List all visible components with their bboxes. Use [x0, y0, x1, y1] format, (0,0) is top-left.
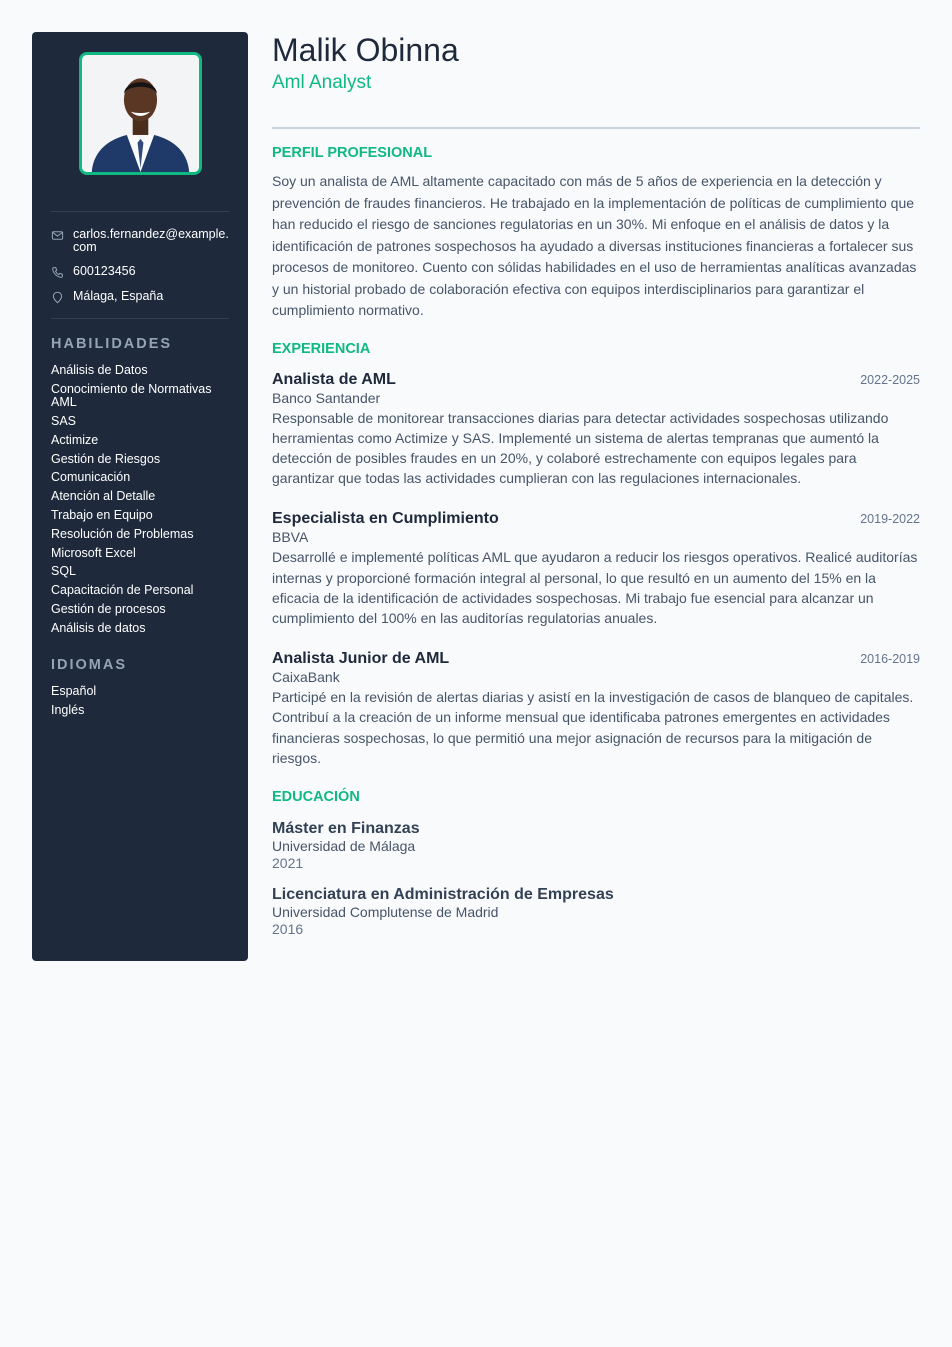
degree-title: Licenciatura en Administración de Empresas [272, 885, 614, 903]
skill-item: SQL [51, 564, 77, 579]
job-title-header: Aml Analyst [272, 72, 372, 93]
contact-email [51, 228, 229, 254]
job-description: Desarrollé e implementé políticas AML que ayudaron a reducir los riesgos operativos. Realicé auditorías internas y proporcioné formación integral al personal, lo que resultó en un aumento del 15% en la eficacia de la identificación de actividades sospechosas. Mi trabajo fue esencial para alcanzar un cumplimiento del 100% en las auditorías regulatorias anuales. [272, 549, 918, 626]
skill-item: Resolución de Problemas [51, 526, 194, 541]
skill-item: Actimize [51, 432, 99, 447]
languages-section [51, 657, 229, 717]
phone-text[interactable]: 600123456 [73, 264, 136, 278]
sidebar-divider [51, 318, 229, 319]
job-title: Especialista en Cumplimiento [272, 510, 499, 528]
job-company: BBVA [272, 529, 309, 546]
degree-title: Máster en Finanzas [272, 819, 420, 837]
skill-item: Trabajo en Equipo [51, 508, 153, 523]
skill-item: Análisis de datos [51, 620, 146, 635]
skill-item: Conocimiento de Normativas AML [51, 381, 212, 410]
language-item: Inglés [51, 703, 85, 718]
job-title: Analista Junior de AML [272, 650, 450, 668]
skill-item: Análisis de Datos [51, 363, 148, 377]
avatar [82, 55, 199, 172]
job-description: Participé en la revisión de alertas diarias y asistí en la investigación de casos de blanqueo de capitales. Contribuí a la creación de un informe mensual que identificaba patrones emergentes en actividades financieras sospechosas, lo que permitió una mejor asignación de recursos para la mitigación de riesgos. [272, 689, 914, 766]
phone-icon [51, 266, 64, 279]
profile-heading: PERFIL PROFESIONAL [272, 145, 433, 161]
main-content [272, 32, 920, 937]
school-name: Universidad Complutense de Madrid [272, 903, 499, 920]
job-company: Banco Santander [272, 389, 381, 406]
job-dates: 2016-2019 [860, 652, 920, 667]
profile-text: Soy un analista de AML altamente capacitado con más de 5 años de experiencia en la detección y prevención de fraudes financieros. He trabajado en la implementación de políticas de cumplimiento que han reducido el riesgo de sanciones regulatorias en un 30%. Mi enfoque en el análisis de datos y la identificación de patrones sospechosos ha ayudado a diversas instituciones financieras a fortalecer sus procesos de monitoreo. Cuento con sólidas habilidades en el uso de herramientas analíticas avanzadas y un historial probado de colaboración efectiva con equipos interdisciplinarios para garantizar el cumplimiento normativo. [272, 173, 917, 318]
education-entry [272, 885, 920, 937]
contact-location [51, 290, 229, 304]
experience-section [272, 341, 920, 768]
experience-entry [272, 649, 920, 768]
job-dates: 2022-2025 [860, 372, 920, 387]
skill-item: Atención al Detalle [51, 489, 156, 504]
skill-item: Microsoft Excel [51, 545, 136, 560]
languages-heading: IDIOMAS [51, 657, 128, 674]
skill-item: Gestión de Riesgos [51, 451, 161, 466]
language-item: Español [51, 684, 97, 699]
location-pin-icon [51, 291, 64, 304]
skill-item: SAS [51, 414, 77, 429]
job-dates: 2019-2022 [860, 512, 920, 527]
profile-section [272, 145, 920, 322]
experience-entry [272, 370, 920, 489]
mail-icon [51, 229, 64, 242]
profile-photo [79, 52, 202, 175]
skill-item: Comunicación [51, 470, 131, 485]
contact-phone [51, 265, 229, 279]
job-description: Responsable de monitorear transacciones diarias para detectar actividades sospechosas utilizando herramientas como Actimize y SAS. Implementé un sistema de alertas tempranas que aumentó la detección de posibles fraudes en un 20%, y colaboré estrechamente con equipos legales para garantizar que todas las actividades cumplieran con las regulaciones internacionales. [272, 409, 889, 487]
education-entry [272, 819, 920, 871]
candidate-name: Malik Obinna [272, 32, 459, 68]
skills-section [51, 336, 229, 635]
sidebar-divider [51, 211, 229, 212]
education-heading: EDUCACIÓN [272, 788, 360, 805]
education-section [272, 789, 920, 937]
school-name: Universidad de Málaga [272, 837, 416, 854]
graduation-year: 2016 [272, 920, 304, 937]
skills-heading: HABILIDADES [51, 336, 173, 352]
sidebar [32, 32, 248, 961]
experience-heading: EXPERIENCIA [272, 340, 371, 357]
job-title: Analista de AML [272, 370, 396, 388]
contact-info [51, 228, 229, 304]
email-text[interactable]: carlos.fernandez@example.com [73, 227, 229, 254]
experience-entry [272, 509, 920, 628]
skill-item: Capacitación de Personal [51, 583, 194, 598]
graduation-year: 2021 [272, 854, 304, 871]
skill-item: Gestión de procesos [51, 602, 166, 617]
header-divider [272, 127, 920, 129]
location-text: Málaga, España [73, 289, 164, 303]
job-company: CaixaBank [272, 669, 340, 686]
